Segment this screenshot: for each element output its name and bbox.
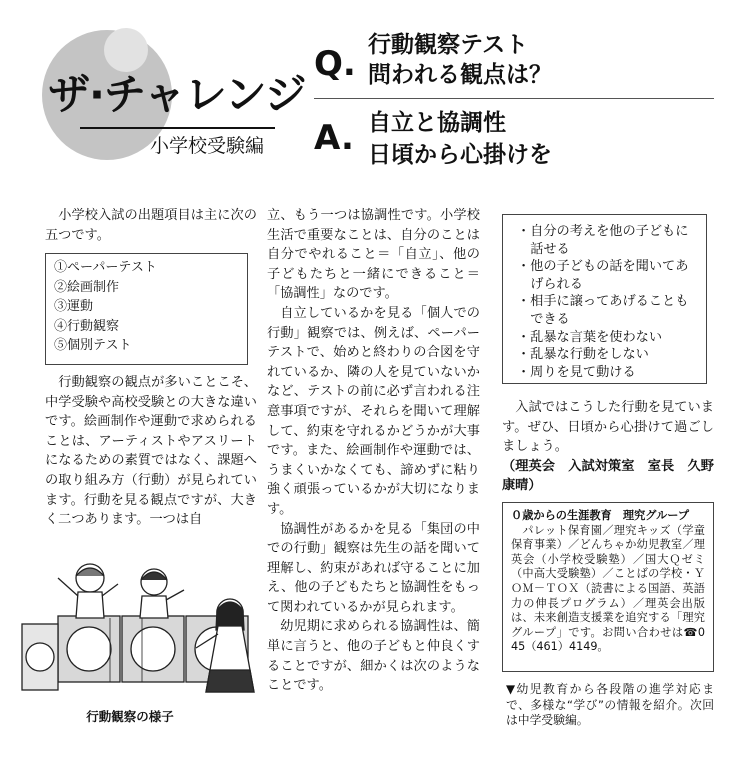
series-note: ▼幼児教育から各段階の進学対応まで、多様な“学び”の情報を紹介。次回は中学受験編。 [506, 682, 714, 727]
exam-item: ①ペーパーテスト [54, 260, 157, 275]
logo-underline [80, 127, 275, 129]
exam-item: ②絵画制作 [54, 279, 120, 295]
intro-paragraph [45, 206, 257, 245]
logo-circle-small [104, 28, 148, 72]
exam-item: ③運動 [54, 299, 94, 315]
middle-paragraph-4: 幼児期に求められる協調性は、簡単に言うと、他の子どもと仲良くすることですが、細かくは次のようなことです。 [267, 619, 480, 694]
answer-line-2: 日頃から心掛けを [368, 142, 552, 168]
exam-items-box [45, 253, 248, 365]
bullet-item: ・他の子どもの話を聞いてあげられる [517, 259, 689, 292]
bullet-item: ・自分の考えを他の子どもに話せる [517, 224, 689, 257]
observation-text: 行動観察の観点が多いことこそ、中学受験や高校受験との大きな違いです。絵画制作や運動で求められることは、アーティストやアスリートになるための素質ではなく、課題への取り組み方（行動）が見られています。行動を見る観点ですが、大きく二つあります。一つは自 [45, 375, 257, 528]
middle-paragraph-3: 協調性があるかを見る「集団の中での行動」観察は先生の話を聞いて理解し、約束があれば守ることに加え、他の子どもたちと協調性をもって関われているかが見られます。 [267, 521, 480, 615]
bullet-item: ・相手に譲ってあげることもできる [517, 294, 689, 327]
middle-column [267, 206, 480, 696]
answer-marker: A. [314, 118, 354, 158]
middle-paragraph-2: 自立しているかを見る「個人での行動」観察では、例えば、ペーパーテストで、始めと終わりの合図を守れているか、隣の人を見ていないかなど、テストの前に必ず言われる注意事項ですが、それらを聞いて理解して、約束を守れるかどうかが大事です。また、絵画制作や運動では、うまくいかなくても、諦めずに粘り強く頑張っているかが大切になります。 [267, 305, 480, 517]
closing-text: 入試ではこうした行動を見ています。ぜひ、日頃から心掛けて過ごしましょう。 [502, 400, 714, 455]
question-line-1: 行動観察テスト [368, 32, 529, 58]
logo-subtitle: 小学校受験編 [150, 135, 265, 157]
bullet-item: ・周りを見て動ける [517, 364, 636, 380]
logo-title: ザ·チャレンジ [48, 70, 306, 119]
cooperation-bullets-box [502, 214, 707, 384]
children-illustration [18, 558, 258, 706]
question-marker: Q. [314, 44, 356, 84]
promo-title: ０歳からの生涯教育 理究グループ [511, 509, 690, 522]
observation-paragraph [45, 373, 257, 530]
answer-line-1: 自立と協調性 [368, 110, 506, 136]
author-credit: （理英会 入試対策室 室長 久野康晴） [502, 458, 714, 494]
exam-item: ④行動観察 [54, 318, 120, 334]
exam-item: ⑤個別テスト [54, 338, 132, 354]
bullet-item: ・乱暴な言葉を使わない [517, 329, 663, 345]
header-divider [314, 98, 714, 99]
middle-paragraph-1: 立、もう一つは協調性です。小学校生活で重要なことは、自分のことは自分でやれること＝「自立」、他の子どもたちと一緒にできること＝「協調性」なのです。 [267, 208, 480, 302]
company-promo-box [502, 502, 714, 672]
closing-paragraph [502, 398, 714, 496]
illustration-caption: 行動観察の様子 [86, 709, 174, 724]
intro-text: 小学校入試の出題項目は主に次の五つです。 [45, 208, 257, 243]
bullet-item: ・乱暴な行動をしない [517, 347, 649, 363]
question-line-2: 問われる観点は？ [368, 62, 552, 88]
promo-body: パレット保育園／理究キッズ（学童保育事業）／どんちゃか幼児教室／理英会（小学校受験塾）／国大Ｑゼミ（中高大受験塾）／ことばの学校・ＹＯＭ－ＴＯＸ（読書による国語、英語力の伸長プログラム）／理英会出版は、未来創造支援業を追究する「理究グループ」です。お問い合わせは☎045（461）4149。 [511, 523, 705, 654]
